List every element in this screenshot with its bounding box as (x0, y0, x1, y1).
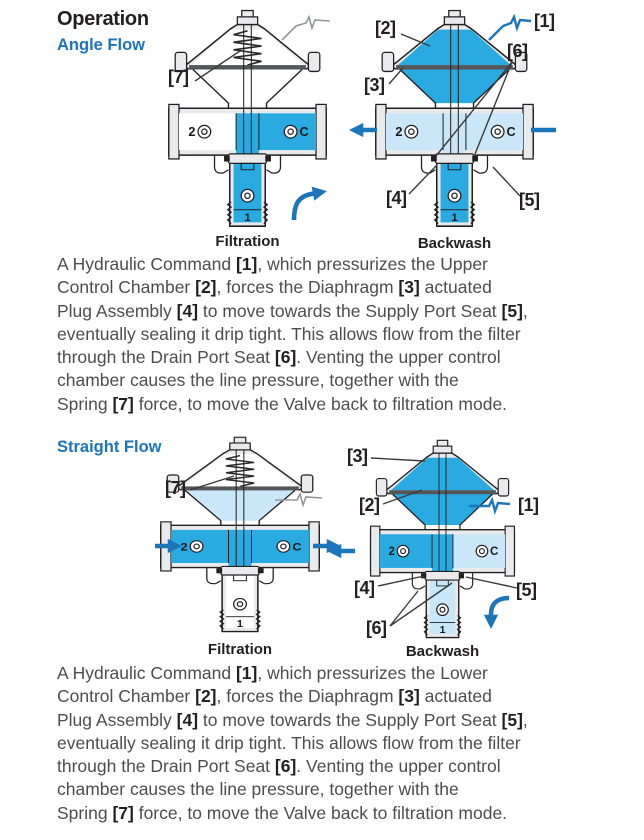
callout-7: [7] (165, 478, 186, 498)
valve-cross-section (157, 435, 323, 635)
callout-7: [7] (168, 67, 189, 87)
valve-cross-section (367, 438, 518, 641)
port-label-bottom: 1 (244, 212, 251, 225)
port-label-left: 2 (180, 540, 188, 554)
port-label-left: 2 (188, 125, 196, 140)
diagram-caption: Backwash (405, 643, 480, 660)
callout-6: [6] (366, 618, 387, 638)
diagram-straight-backwash (325, 430, 644, 675)
page-title: Operation (57, 8, 149, 30)
callout-4: [4] (354, 578, 375, 598)
callout-5: [5] (519, 190, 540, 210)
diagram-caption: Filtration (215, 233, 280, 250)
port-label-right: C (299, 125, 309, 140)
port-label-right: C (490, 545, 499, 559)
straight-flow-paragraph: A Hydraulic Command [1], which pressurizes the Lower Control Chamber [2], forces the Diaphragm [3] actuated Plug Assembly [4] to move towards the Supply Port Seat [5], eventually sealing it drip tight. This allows flow from the filter through the Drain Port Seat [6]. Venting the upper control chamber causes the line pressure, together with the Spring [7] force, to move the Valve back to filtration mode. (57, 663, 528, 823)
port-label-left: 2 (388, 545, 395, 559)
port-label-bottom: 1 (451, 212, 458, 225)
diagram-caption: Backwash (417, 235, 492, 252)
port-label-bottom: 1 (439, 624, 446, 636)
callout-3: [3] (364, 75, 385, 95)
callout-1: [1] (534, 11, 555, 31)
port-label-bottom: 1 (236, 618, 244, 630)
callout-2: [2] (359, 495, 380, 515)
section-heading-angle-flow: Angle Flow (57, 36, 145, 54)
port-label-left: 2 (395, 125, 403, 140)
callout-2: [2] (375, 18, 396, 38)
angle-flow-paragraph: A Hydraulic Command [1], which pressurizes the Upper Control Chamber [2], forces the Diaphragm [3] actuated Plug Assembly [4] to move towards the Supply Port Seat [5], eventually sealing it drip tight. This allows flow from the filter through the Drain Port Seat [6]. Venting the upper control chamber causes the line pressure, together with the Spring [7] force, to move the Valve back to filtration mode. (57, 254, 528, 414)
diagram-straight-filtration (150, 430, 345, 665)
callout-3: [3] (347, 446, 368, 466)
port-label-right: C (506, 125, 516, 140)
callout-4: [4] (386, 188, 407, 208)
port-label-right: C (292, 540, 302, 554)
diagram-caption: Filtration (207, 641, 273, 658)
valve-cross-section (165, 8, 330, 230)
callout-6: [6] (507, 41, 528, 61)
diagram-angle-backwash (345, 4, 644, 254)
callout-5: [5] (516, 580, 537, 600)
callout-1: [1] (518, 495, 539, 515)
diagram-angle-filtration (150, 4, 345, 254)
section-heading-straight-flow: Straight Flow (57, 438, 162, 456)
